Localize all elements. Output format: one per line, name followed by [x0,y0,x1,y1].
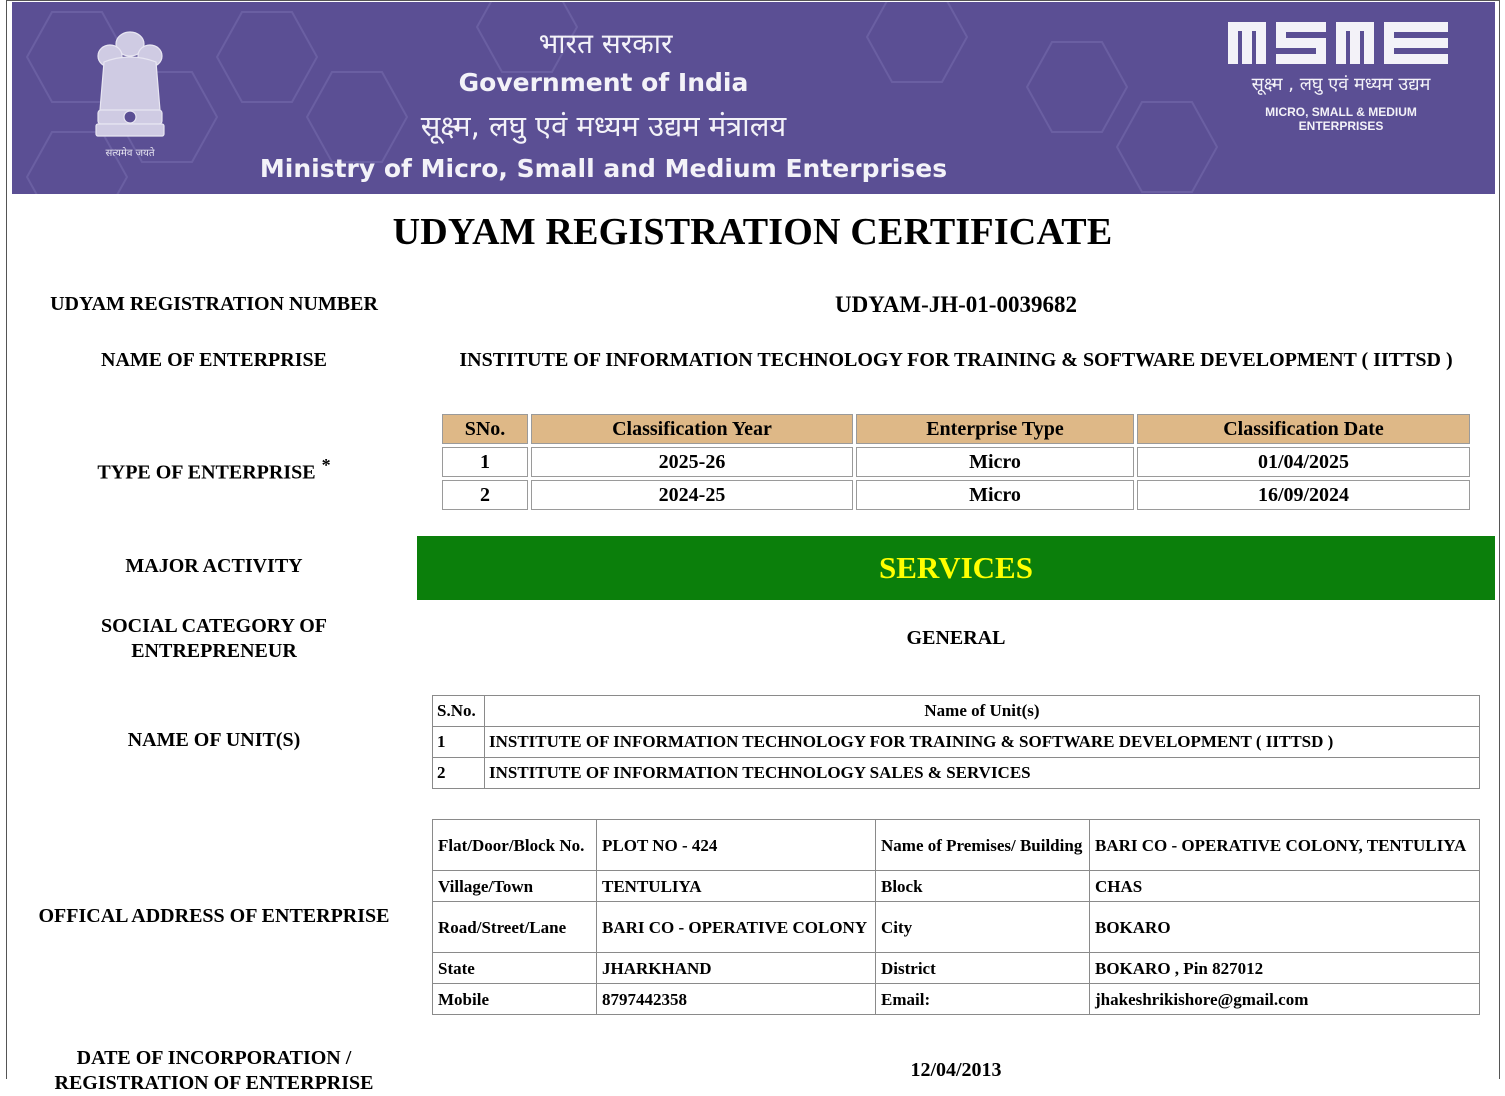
address-label: OFFICAL ADDRESS OF ENTERPRISE [38,905,390,927]
msme-logo-hindi: सूक्ष्म , लघु एवं मध्यम उद्यम [1251,74,1431,95]
village-value: TENTULIYA [597,871,876,902]
premises-value: BARI CO - OPERATIVE COLONY, TENTULIYA [1090,820,1480,871]
district-label: District [876,953,1090,984]
cell-date: 01/04/2025 [1137,447,1470,477]
government-title: Government of India [458,68,749,97]
city-label: City [876,902,1090,953]
premises-label: Name of Premises/ Building [876,820,1090,871]
cell-date: 16/09/2024 [1137,480,1470,510]
mobile-value: 8797442358 [597,984,876,1015]
table-row [433,820,1480,871]
road-label: Road/Street/Lane [433,902,597,953]
cell-sno: 1 [433,727,485,758]
major-activity-value: SERVICES [417,536,1495,600]
reg-number-label: UDYAM REGISTRATION NUMBER [50,293,378,315]
flat-value: PLOT NO - 424 [597,820,876,871]
block-value: CHAS [1090,871,1480,902]
col-header-year: Classification Year [531,414,853,444]
city-value: BOKARO [1090,902,1480,953]
enterprise-name-value: INSTITUTE OF INFORMATION TECHNOLOGY FOR TRAINING & SOFTWARE DEVELOPMENT ( IITTSD ) [459,349,1453,371]
village-label: Village/Town [433,871,597,902]
cell-sno: 2 [442,480,528,510]
table-row [433,984,1480,1015]
col-header-unit-name: Name of Unit(s) [485,696,1480,727]
cell-type: Micro [856,480,1134,510]
certificate-title: UDYAM REGISTRATION CERTIFICATE [392,211,1113,253]
msme-logo-english: MICRO, SMALL & MEDIUM ENTERPRISES [1265,105,1417,133]
incorporation-date-value: 12/04/2013 [910,1059,1002,1081]
cell-unit-name: INSTITUTE OF INFORMATION TECHNOLOGY SALES & SERVICES [485,758,1480,789]
required-asterisk: * [321,455,331,475]
units-table [432,695,1480,789]
units-label: NAME OF UNIT(S) [127,729,301,751]
address-table [432,819,1480,1015]
col-header-type: Enterprise Type [856,414,1134,444]
table-row [433,871,1480,902]
hindi-government-title: भारत सरकार [538,27,673,60]
state-label: State [433,953,597,984]
district-value: BOKARO , Pin 827012 [1090,953,1480,984]
incorporation-label [14,1046,414,1096]
mobile-label: Mobile [433,984,597,1015]
cell-sno: 1 [442,447,528,477]
flat-label: Flat/Door/Block No. [433,820,597,871]
enterprise-name-label: NAME OF ENTERPRISE [101,349,327,371]
table-row [433,758,1480,789]
table-row [433,727,1480,758]
col-header-sno: SNo. [442,414,528,444]
table-row [442,480,1470,510]
enterprise-type-label [14,453,414,486]
header-banner [12,2,1495,194]
email-label: Email: [876,984,1090,1015]
cell-unit-name: INSTITUTE OF INFORMATION TECHNOLOGY FOR TRAINING & SOFTWARE DEVELOPMENT ( IITTSD ) [485,727,1480,758]
reg-number-value: UDYAM-JH-01-0039682 [835,292,1077,317]
cell-year: 2024-25 [531,480,853,510]
major-activity-label: MAJOR ACTIVITY [125,555,303,577]
enterprise-type-label-text: TYPE OF ENTERPRISE [97,461,316,484]
state-value: JHARKHAND [597,953,876,984]
table-header-row [433,696,1480,727]
ministry-title: Ministry of Micro, Small and Medium Enterprises [259,154,948,183]
table-row [433,902,1480,953]
social-category-label [14,614,414,664]
col-header-date: Classification Date [1137,414,1470,444]
social-category-label-line2: ENTREPRENEUR [131,640,297,662]
classification-table [439,411,1473,513]
social-category-value: GENERAL [906,627,1006,649]
incorporation-label-line1: DATE OF INCORPORATION / [76,1047,352,1069]
col-header-sno: S.No. [433,696,485,727]
table-header-row [442,414,1470,444]
msme-logo [1228,18,1454,68]
cell-sno: 2 [433,758,485,789]
email-value: jhakeshrikishore@gmail.com [1090,984,1480,1015]
emblem-motto: सत्यमेव जयते [105,148,155,159]
social-category-label-line1: SOCIAL CATEGORY OF [101,615,327,637]
table-row [442,447,1470,477]
cell-year: 2025-26 [531,447,853,477]
road-value: BARI CO - OPERATIVE COLONY [597,902,876,953]
table-row [433,953,1480,984]
hindi-ministry-title: सूक्ष्म, लघु एवं मध्यम उद्यम मंत्रालय [420,109,787,143]
block-label: Block [876,871,1090,902]
cell-type: Micro [856,447,1134,477]
incorporation-label-line2: REGISTRATION OF ENTERPRISE [54,1072,374,1094]
